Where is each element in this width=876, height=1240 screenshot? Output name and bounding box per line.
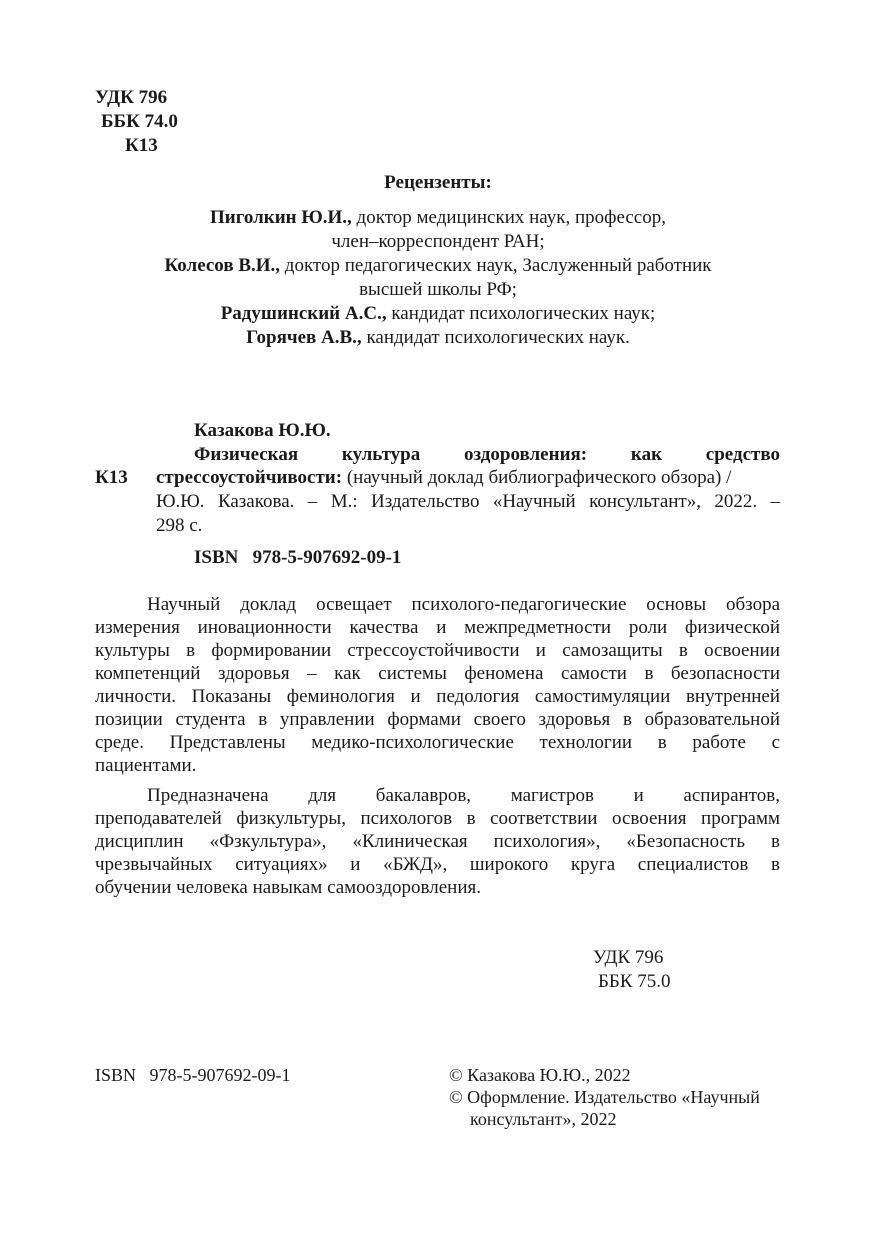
biblio-isbn: ISBN 978-5-907692-09-1: [194, 547, 402, 568]
reviewer-3-name: Радушинский А.С.,: [220, 303, 387, 324]
abstract-line: дисциплин «Фзкультура», «Клиническая психология», «Безопасность в: [95, 831, 780, 852]
reviewer-1-desc-2: член–корреспондент РАН;: [331, 231, 545, 252]
reviewer-3: [0, 302, 876, 325]
copyright-author: © Казакова Ю.Ю., 2022: [449, 1065, 631, 1085]
author-sign-code: К13: [125, 135, 158, 156]
abstract-line: Предназначена для бакалавров, магистров и аспирантов,: [147, 785, 780, 806]
biblio-title-line-2: [156, 466, 780, 489]
reviewer-4-desc: кандидат психологических наук.: [361, 327, 630, 348]
abstract-paragraph-2: [95, 784, 780, 899]
abstract-line: компетенций здоровья – как системы феномена самости в безопасности: [95, 663, 780, 684]
title-word: культура: [341, 444, 421, 465]
footer-isbn: ISBN 978-5-907692-09-1: [95, 1065, 291, 1085]
title-word: Физическая: [194, 444, 299, 465]
abstract-line: обучении человека навыкам самооздоровления.: [95, 877, 481, 898]
reviewer-2: [0, 254, 876, 277]
bottom-bbk: ББК 75.0: [598, 971, 671, 992]
reviewer-1-name: Пиголкин Ю.И.,: [209, 207, 352, 228]
abstract-line: позиции студента в управлении формами своего здоровья в образовательной: [95, 709, 780, 730]
abstract-line: Научный доклад освещает психолого-педагогические основы обзора: [147, 594, 780, 615]
title-bold: стрессоустойчивости:: [156, 467, 343, 488]
reviewer-4: [0, 326, 876, 349]
abstract-line: личности. Показаны феминология и педология самостимуляции внутренней: [95, 686, 780, 707]
title-word: как: [630, 444, 663, 465]
bbk-code: ББК 74.0: [101, 111, 178, 132]
copyright-publisher-cont: консультант», 2022: [470, 1109, 617, 1129]
title-word: оздоровления:: [464, 444, 588, 465]
reviewers-heading: Рецензенты:: [384, 172, 492, 193]
biblio-title-line-1: [194, 443, 780, 466]
reviewer-2-name: Колесов В.И.,: [164, 255, 281, 276]
biblio-author: Казакова Ю.Ю.: [194, 420, 331, 441]
abstract-line: чрезвычайных ситуациях» и «БЖД», широкого круга специалистов в: [95, 854, 780, 875]
abstract-line: среде. Представлены медико-психологические технологии в работе с: [95, 732, 780, 753]
title-word: средство: [705, 444, 780, 465]
bottom-udk: УДК 796: [593, 947, 664, 968]
copyright-publisher: © Оформление. Издательство «Научный: [449, 1087, 760, 1107]
reviewer-2-desc: доктор педагогических наук, Заслуженный работник: [280, 255, 712, 276]
udk-code: УДК 796: [95, 87, 168, 108]
abstract-line: пациентами.: [95, 755, 197, 776]
biblio-line-3: Ю.Ю. Казакова. – М.: Издательство «Научный консультант», 2022. –: [156, 491, 780, 512]
reviewer-3-desc: кандидат психологических наук;: [386, 303, 656, 324]
abstract-line: культуры в формировании стрессоустойчивости и самозащиты в освоении: [95, 640, 780, 661]
abstract-line: измерения иновационности качества и межпредметности роли физической: [95, 617, 780, 638]
reviewer-1-desc: доктор медицинских наук, профессор,: [351, 207, 666, 228]
reviewer-1: [0, 206, 876, 229]
reviewer-2-desc-2: высшей школы РФ;: [359, 279, 517, 300]
biblio-line-4: 298 с.: [156, 515, 203, 536]
abstract-line: преподавателей физкультуры, психологов в соответствии освоения программ: [95, 808, 780, 829]
biblio-sign-code: К13: [95, 467, 128, 488]
abstract-paragraph-1: [95, 593, 780, 777]
reviewer-4-name: Горячев А.В.,: [246, 327, 362, 348]
title-rest: (научный доклад библиографического обзора) /: [342, 467, 732, 488]
